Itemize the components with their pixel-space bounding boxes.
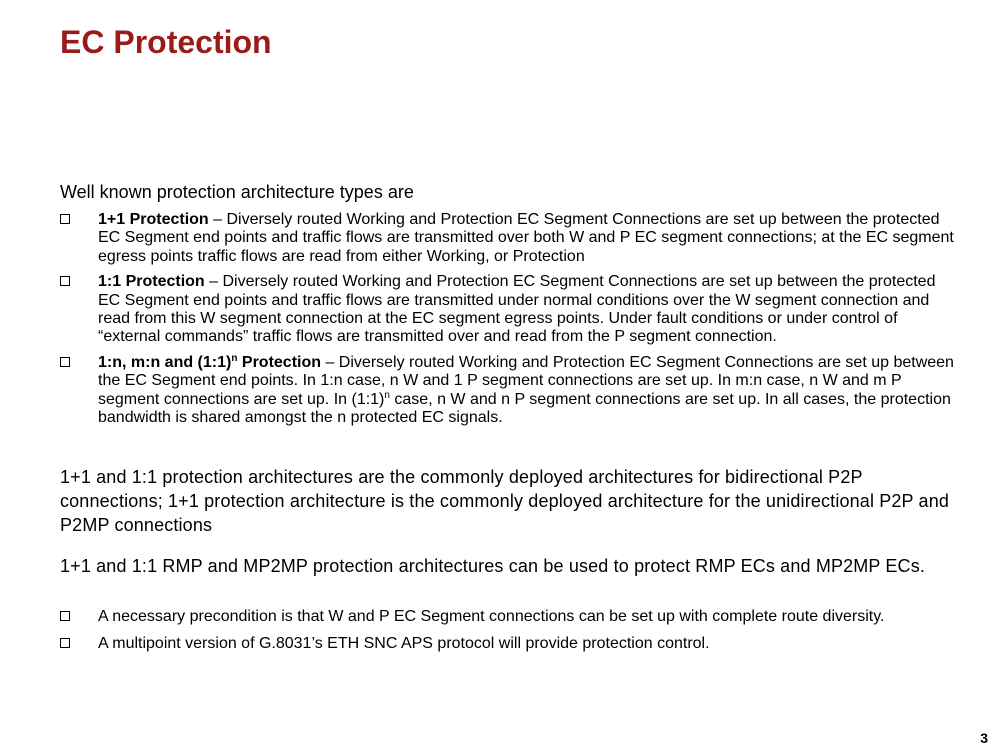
list-item-lead: 1:1 Protection <box>98 273 205 291</box>
hollow-square-bullet-icon <box>60 638 70 648</box>
page-number: 3 <box>980 730 988 746</box>
lead-part-a: 1:n, m:n and (1:1) <box>98 353 232 371</box>
list-item-lead: 1+1 Protection <box>98 211 209 228</box>
lead-superscript: n <box>231 352 238 364</box>
hollow-square-bullet-icon <box>60 611 70 621</box>
list-item <box>60 273 960 347</box>
lead-part-b: Protection <box>237 353 322 371</box>
list-item-text: A necessary precondition is that W and P EC Segment connections can be set up with complete route diversity. <box>98 608 885 625</box>
hollow-square-bullet-icon <box>60 357 70 367</box>
list-item <box>60 608 960 626</box>
paragraph-deployed-architectures: 1+1 and 1:1 protection architectures are the commonly deployed architectures for bidirectional P2P connections; 1+1 protection architecture is the commonly deployed architecture for the unidirectional P2P and P2MP connections <box>60 467 950 535</box>
list-item-text: A multipoint version of G.8031’s ETH SNC APS protocol will provide protection control. <box>98 635 710 653</box>
list-item-text: – Diversely routed Working and Protection EC Segment Connections are set up between the protected EC Segment end points and traffic flows are transmitted under normal conditions over the W segment connection and read from this W segment connection at the EC segment egress points. Under fault conditions or under control of “external commands” traffic flows are transmitted over and read from the P segment connection. <box>98 273 936 346</box>
paragraph-rmp-mp2mp: 1+1 and 1:1 RMP and MP2MP protection architectures can be used to protect RMP ECs and MP2MP ECs. <box>60 556 926 576</box>
hollow-square-bullet-icon <box>60 214 70 224</box>
intro-text: Well known protection architecture types are <box>60 182 414 202</box>
list-item <box>60 211 960 266</box>
list-item <box>60 354 960 428</box>
text-superscript: n <box>384 389 390 401</box>
slide-title: EC Protection <box>60 24 272 60</box>
preconditions-list <box>60 608 960 663</box>
list-item-text: – Diversely routed Working and Protection EC Segment Connections are set up between the protected EC Segment end points and traffic flows are transmitted over both W and P EC segment connections; at the EC segment egress points traffic flows are read from either Working, or Protection <box>98 211 954 265</box>
list-item <box>60 635 960 653</box>
list-item-lead <box>98 354 321 371</box>
text-part-a: – Diversely routed Working and Protection EC Segment Connections are set up between the EC Segment end points. In 1:n case, n W and 1 P segment connections are set up. In m:n case, n W and m P segment connections are set up. In (1:1) <box>98 353 954 408</box>
protection-types-list <box>60 211 960 434</box>
hollow-square-bullet-icon <box>60 276 70 286</box>
text-part-b: case, n W and n P segment connections are set up. In all cases, the protection bandwidth is shared amongst the n protected EC signals. <box>98 390 951 427</box>
